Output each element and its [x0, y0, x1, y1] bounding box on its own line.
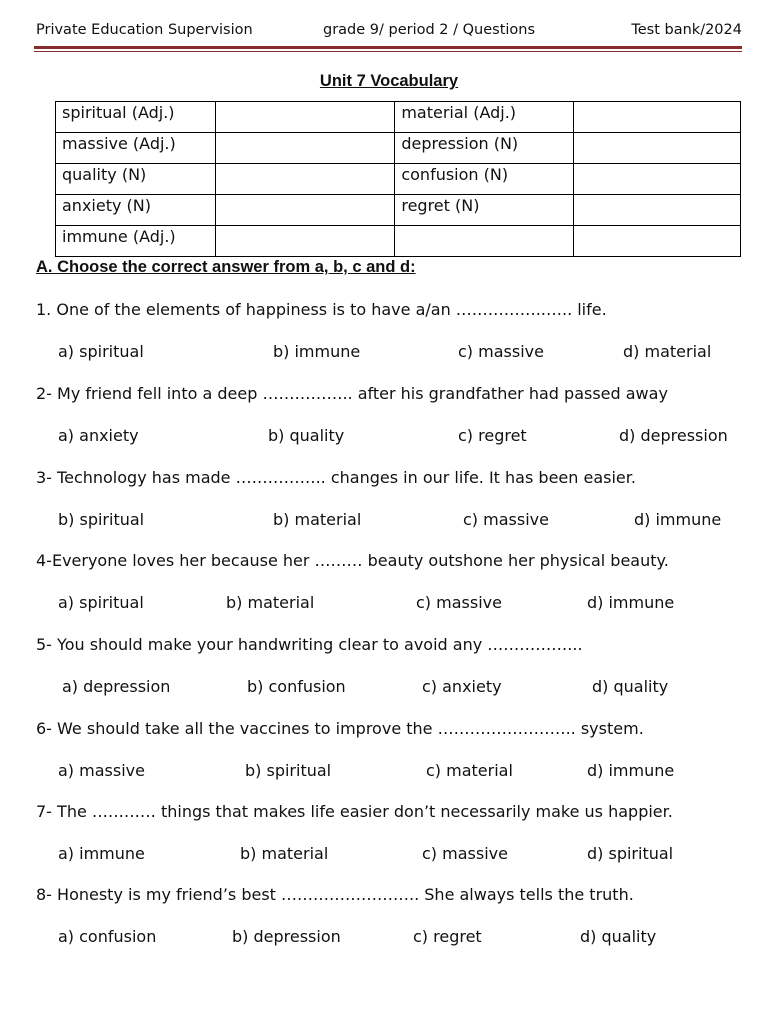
- option-b: b) immune: [273, 342, 361, 361]
- option-a: a) spiritual: [58, 593, 144, 612]
- question-7: 7- The ………… things that makes life easier don’t necessarily make us happier.: [36, 802, 673, 821]
- page-header: [36, 22, 742, 44]
- option-c: c) material: [426, 761, 513, 780]
- question-1: 1. One of the elements of happiness is to have a/an ……………..….. life.: [36, 300, 607, 319]
- option-a: b) spiritual: [58, 510, 145, 529]
- option-d: d) spiritual: [587, 844, 674, 863]
- option-b: b) quality: [268, 426, 345, 445]
- header-institution: Private Education Supervision: [36, 22, 253, 38]
- vocab-term: immune (Adj.): [56, 226, 216, 257]
- header-rule-thin: [34, 51, 742, 52]
- option-a: a) massive: [58, 761, 145, 780]
- unit-title: Unit 7 Vocabulary: [319, 72, 459, 90]
- vocab-answer-cell: [215, 102, 395, 133]
- option-c: c) regret: [413, 927, 482, 946]
- question-8: 8- Honesty is my friend’s best …………………….. She always tells the truth.: [36, 885, 634, 904]
- question-3: 3- Technology has made …………….. changes in our life. It has been easier.: [36, 468, 636, 487]
- table-row: [56, 164, 741, 195]
- question-2: 2- My friend fell into a deep …………….. after his grandfather had passed away: [36, 384, 668, 403]
- vocab-term: [395, 226, 574, 257]
- option-d: d) immune: [634, 510, 722, 529]
- option-d: d) depression: [619, 426, 728, 445]
- question-6: 6- We should take all the vaccines to improve the …………………….. system.: [36, 719, 644, 738]
- vocab-answer-cell: [573, 102, 740, 133]
- section-a-instructions: A. Choose the correct answer from a, b, c and d:: [36, 258, 416, 276]
- vocab-term: material (Adj.): [395, 102, 574, 133]
- question-4: 4-Everyone loves her because her ……… beauty outshone her physical beauty.: [36, 551, 669, 570]
- vocab-answer-cell: [573, 195, 740, 226]
- vocab-answer-cell: [215, 226, 395, 257]
- table-row: [56, 226, 741, 257]
- option-a: a) immune: [58, 844, 145, 863]
- vocab-answer-cell: [215, 195, 395, 226]
- option-a: a) anxiety: [58, 426, 139, 445]
- option-c: c) massive: [458, 342, 544, 361]
- table-row: [56, 195, 741, 226]
- header-rule-thick: [34, 46, 742, 49]
- option-c: c) regret: [458, 426, 527, 445]
- vocab-term: massive (Adj.): [56, 133, 216, 164]
- vocab-answer-cell: [215, 164, 395, 195]
- option-b: b) confusion: [247, 677, 346, 696]
- option-a: a) depression: [62, 677, 171, 696]
- question-5: 5- You should make your handwriting clear to avoid any ……………...: [36, 635, 583, 654]
- option-d: d) material: [623, 342, 712, 361]
- vocab-term: spiritual (Adj.): [56, 102, 216, 133]
- vocab-answer-cell: [573, 164, 740, 195]
- option-a: a) spiritual: [58, 342, 144, 361]
- option-b: b) depression: [232, 927, 341, 946]
- table-row: [56, 102, 741, 133]
- vocabulary-table: [55, 101, 741, 257]
- option-c: c) massive: [416, 593, 502, 612]
- vocab-answer-cell: [215, 133, 395, 164]
- header-test-bank: Test bank/2024: [631, 22, 742, 38]
- option-d: d) quality: [580, 927, 657, 946]
- vocab-term: regret (N): [395, 195, 574, 226]
- option-d: d) immune: [587, 593, 675, 612]
- option-b: b) material: [240, 844, 329, 863]
- option-d: d) quality: [592, 677, 669, 696]
- vocab-term: anxiety (N): [56, 195, 216, 226]
- vocab-term: confusion (N): [395, 164, 574, 195]
- option-d: d) immune: [587, 761, 675, 780]
- vocab-answer-cell: [573, 133, 740, 164]
- option-c: c) anxiety: [422, 677, 502, 696]
- option-c: c) massive: [463, 510, 549, 529]
- option-b: b) spiritual: [245, 761, 332, 780]
- table-row: [56, 133, 741, 164]
- option-b: b) material: [226, 593, 315, 612]
- option-b: b) material: [273, 510, 362, 529]
- header-grade-period: grade 9/ period 2 / Questions: [323, 22, 536, 38]
- vocab-term: depression (N): [395, 133, 574, 164]
- vocab-term: quality (N): [56, 164, 216, 195]
- option-c: c) massive: [422, 844, 508, 863]
- vocab-answer-cell: [573, 226, 740, 257]
- option-a: a) confusion: [58, 927, 157, 946]
